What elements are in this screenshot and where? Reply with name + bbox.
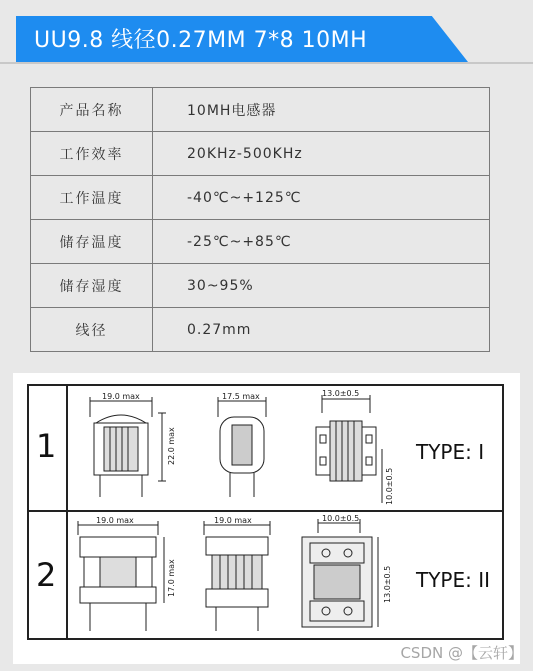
row1-drawings — [70, 387, 400, 509]
dim-side-width-1: 17.5 max — [222, 392, 260, 401]
spec-value: 30~95% — [153, 264, 490, 308]
column-divider — [66, 384, 68, 640]
dim-height-2: 17.0 max — [167, 559, 176, 597]
spec-label: 储存湿度 — [31, 264, 153, 308]
inductor-front-view-2 — [78, 521, 164, 631]
inductor-bottom-view-1 — [316, 395, 382, 503]
table-row — [31, 176, 490, 220]
row-number-2: 2 — [36, 556, 57, 594]
banner-divider — [0, 62, 533, 64]
spec-label: 工作效率 — [31, 132, 153, 176]
inductor-side-view-1 — [218, 397, 266, 497]
dim-front-width-2: 19.0 max — [96, 516, 134, 525]
spec-value: 10MH电感器 — [153, 88, 490, 132]
header-banner — [0, 0, 533, 72]
row-number-1: 1 — [36, 427, 57, 465]
dim-pitch-h-2: 13.0±0.5 — [383, 565, 392, 603]
row-divider — [27, 510, 504, 512]
watermark: CSDN @【云轩】 — [400, 644, 523, 662]
type-label-1: TYPE: I — [416, 440, 485, 464]
spec-label: 线径 — [31, 308, 153, 352]
dim-height-1: 22.0 max — [167, 427, 176, 465]
table-row — [31, 220, 490, 264]
dim-side-width-2: 19.0 max — [214, 516, 252, 525]
dim-pitch-h-1: 10.0±0.5 — [385, 467, 394, 505]
inductor-bottom-view-2 — [302, 519, 378, 627]
spec-table — [30, 87, 490, 352]
dim-pitch-w-2: 10.0±0.5 — [322, 514, 360, 523]
table-row — [31, 264, 490, 308]
spec-value: 0.27mm — [153, 308, 490, 352]
spec-value: -40℃~+125℃ — [153, 176, 490, 220]
inductor-front-view-1 — [90, 397, 166, 497]
spec-value: -25℃~+85℃ — [153, 220, 490, 264]
spec-label: 产品名称 — [31, 88, 153, 132]
spec-label: 工作温度 — [31, 176, 153, 220]
dim-width-1: 19.0 max — [102, 392, 140, 401]
spec-value: 20KHz-500KHz — [153, 132, 490, 176]
type-label-2: TYPE: II — [416, 568, 491, 592]
table-row — [31, 88, 490, 132]
spec-label: 储存温度 — [31, 220, 153, 264]
page-title: UU9.8 线径0.27MM 7*8 10MH — [34, 28, 368, 53]
table-row — [31, 308, 490, 352]
row2-drawings — [70, 513, 400, 638]
dim-pitch-w-1: 13.0±0.5 — [322, 389, 360, 398]
inductor-side-view-2 — [204, 521, 270, 631]
table-row — [31, 132, 490, 176]
